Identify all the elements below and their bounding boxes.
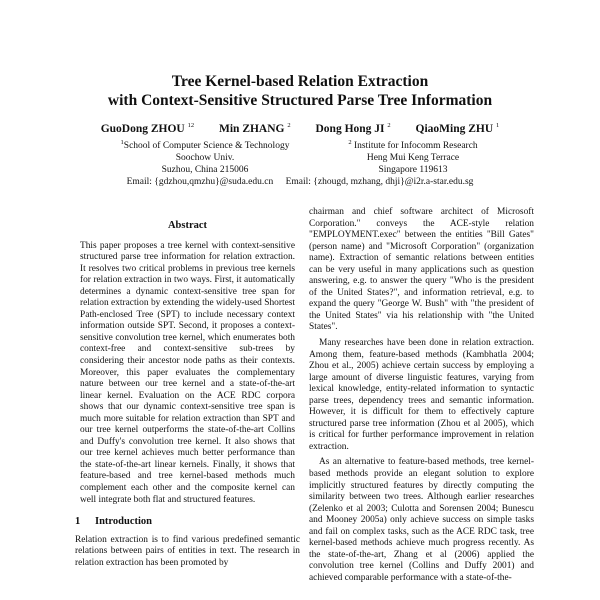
affiliation-1: $^1$School of Computer Science & Technology Soochow Univ. Suzhou, China 215006 bbox=[120, 138, 290, 175]
paper-title bbox=[0, 72, 600, 110]
email-left: Email: {gdzhou,qmzhu}@suda.edu.cn bbox=[126, 177, 274, 187]
title-line-1: Tree Kernel-based Relation Extraction bbox=[171, 73, 429, 90]
right-paragraph-3: As an alternative to feature-based methods, tree kernel-based methods provide an elegant solution to explore implicitly structured features by directly computing the similarity between two trees. Although earlier researches (Zelenko et al 2003; Culotta and Sorensen 2004; Bunescu and Mooney 2005a) only achieve success on simple tasks and fail on complex tasks, such as the ACE RDC task, tree kernel-based methods achieve much progress recently. As the state-of-the-art, Zhang et al (2006) applied the convolution tree kernel (Collins and Duffy 2001) and achieved comparable performance with a state-of-the- bbox=[309, 457, 534, 583]
author-list bbox=[0, 123, 600, 135]
abstract-text: This paper proposes a tree kernel with context-sensitive structured parse tree information for relation extraction. It resolves two critical problems in previous tree kernels for relation extraction in two ways. First, it automatically determines a dynamic context-sensitive tree span for relation extraction by extending the widely-used Shortest Path-enclosed Tree (SPT) to include necessary context information outside SPT. Second, it proposes a context-sensitive convolution tree kernel, which enumerates both context-free and context-sensitive sub-trees by considering their ancestor node paths as their contexts. Moreover, this paper evaluates the complementary nature between our tree kernel and a state-of-the-art linear kernel. Evaluation on the ACE RDC corpora shows that our dynamic context-sensitive tree span is much more suitable for relation extraction than SPT and our tree kernel outperforms the state-of-the-art Collins and Duffy's convolution tree kernel. It also shows that our tree kernel achieves much better performance than the state-of-the-art linear kernels. Finally, it shows that feature-based and tree kernel-based methods much complement each other and the composite kernel can well integrate both flat and structured features. bbox=[80, 240, 295, 505]
abstract-heading: Abstract bbox=[167, 220, 208, 231]
email-right: Email: {zhougd, mzhang, dhji}@i2r.a-star.edu.sg bbox=[285, 177, 474, 187]
right-paragraph-1: chairman and chief software architect of Microsoft Corporation." conveys the ACE-style relation "EMPLOYMENT.exec" between the entities "Bill Gates" (person name) and "Microsoft Corporation" (organization name). Extraction of semantic relations between entities can be very useful in many applications such as question answering, e.g. to answer the query "Who is the president of the United States?", and information retrieval, e.g. to expand the query "George W. Bush" with "the president of the United States" via his relationship with "the United States". bbox=[309, 207, 534, 333]
author: QiaoMing ZHU $^1$ bbox=[415, 122, 500, 135]
title-line-2: with Context-Sensitive Structured Parse Tree Information bbox=[107, 92, 493, 109]
right-column bbox=[309, 207, 534, 589]
email-line bbox=[0, 177, 600, 187]
left-column bbox=[75, 220, 300, 573]
intro-paragraph: Relation extraction is to find various predefined semantic relations between pairs of entities in text. The research in relation extraction has been promoted by bbox=[75, 534, 300, 568]
author: Dong Hong JI $^2$ bbox=[315, 122, 391, 135]
section-heading-introduction: 1 Introduction bbox=[75, 516, 152, 528]
author: GuoDong ZHOU $^{12}$ bbox=[100, 122, 195, 135]
right-paragraph-2: Many researches have been done in relation extraction. Among them, feature-based methods (Kambhatla 2004; Zhou et al., 2005) achieve certain success by employing a large amount of diverse linguistic features, varying from lexical knowledge, entity-related information to syntactic parse trees, dependency trees and semantic information. However, it is difficult for them to effectively capture structured parse tree information (Zhou et al 2005), which is critical for further performance improvement in relation extraction. bbox=[309, 338, 534, 452]
author: Min ZHANG $^2$ bbox=[219, 122, 291, 135]
affiliation-2: $^2$ Institute for Infocomm Research Heng Mui Keng Terrace Singapore 119613 bbox=[348, 138, 478, 175]
